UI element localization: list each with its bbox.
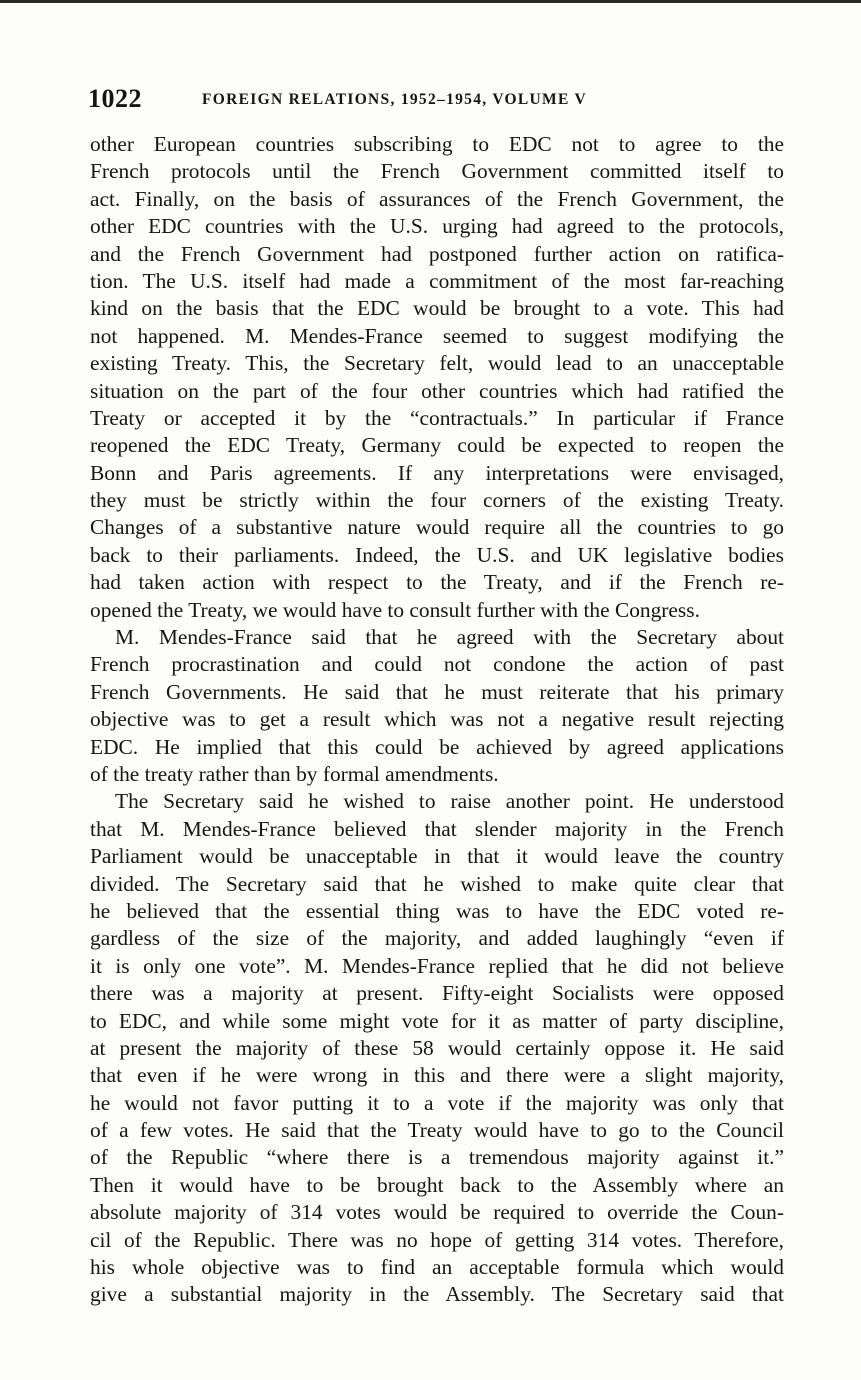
text-line: had taken action with respect to the Treaty, and if the French re- bbox=[90, 570, 784, 595]
text-line: of a few votes. He said that the Treaty would have to go to the Council bbox=[90, 1118, 784, 1143]
text-line: divided. The Secretary said that he wished to make quite clear that bbox=[90, 871, 784, 896]
text-line: back to their parliaments. Indeed, the U.S. and UK legislative bodies bbox=[90, 542, 784, 567]
text-line: other EDC countries with the U.S. urging had agreed to the protocols, bbox=[90, 214, 784, 239]
text-line: he believed that the essential thing was to have the EDC voted re- bbox=[90, 898, 784, 923]
text-line: gardless of the size of the majority, and added laughingly “even if bbox=[90, 926, 784, 951]
text-line: Changes of a substantive nature would require all the countries to go bbox=[90, 515, 784, 540]
paragraph bbox=[90, 131, 784, 624]
text-line: they must be strictly within the four corners of the existing Treaty. bbox=[90, 488, 784, 513]
text-line: tion. The U.S. itself had made a commitment of the most far-reaching bbox=[90, 268, 784, 293]
text-line: it is only one vote”. M. Mendes-France replied that he did not believe bbox=[90, 953, 784, 978]
text-line: EDC. He implied that this could be achieved by agreed applications bbox=[90, 734, 784, 759]
text-line: of the treaty rather than by formal amendments. bbox=[90, 761, 499, 786]
page-number: 1022 bbox=[88, 84, 142, 113]
body-text bbox=[90, 131, 784, 1309]
text-line: act. Finally, on the basis of assurances of the French Government, the bbox=[90, 186, 784, 211]
text-line: give a substantial majority in the Assembly. The Secretary said that bbox=[90, 1282, 784, 1307]
text-line: cil of the Republic. There was no hope of getting 314 votes. Therefore, bbox=[90, 1227, 784, 1252]
text-line: objective was to get a result which was not a negative result rejecting bbox=[90, 707, 784, 732]
text-line: Parliament would be unacceptable in that it would leave the country bbox=[90, 844, 784, 869]
text-line: opened the Treaty, we would have to consult further with the Congress. bbox=[90, 597, 700, 622]
text-line: at present the majority of these 58 would certainly oppose it. He said bbox=[90, 1035, 784, 1060]
text-line: kind on the basis that the EDC would be brought to a vote. This had bbox=[90, 296, 784, 321]
text-line: Then it would have to be brought back to the Assembly where an bbox=[90, 1172, 784, 1197]
text-line: other European countries subscribing to EDC not to agree to the bbox=[90, 132, 784, 156]
text-line: there was a majority at present. Fifty-eight Socialists were opposed bbox=[90, 981, 784, 1006]
text-line: that even if he were wrong in this and there were a slight majority, bbox=[90, 1063, 784, 1088]
text-line: to EDC, and while some might vote for it as matter of party discipline, bbox=[90, 1008, 784, 1033]
text-line: his whole objective was to find an acceptable formula which would bbox=[90, 1255, 784, 1280]
running-title: FOREIGN RELATIONS, 1952–1954, VOLUME V bbox=[202, 91, 587, 108]
paragraph bbox=[90, 788, 784, 1308]
text-line: he would not favor putting it to a vote if the majority was only that bbox=[90, 1090, 784, 1115]
running-head bbox=[86, 84, 786, 116]
text-line: The Secretary said he wished to raise another point. He understood bbox=[115, 789, 784, 814]
text-line: and the French Government had postponed further action on ratifica- bbox=[90, 241, 784, 266]
paragraph bbox=[90, 624, 784, 788]
text-line: M. Mendes-France said that he agreed with the Secretary about bbox=[115, 625, 784, 650]
text-line: not happened. M. Mendes-France seemed to suggest modifying the bbox=[90, 323, 784, 348]
text-line: absolute majority of 314 votes would be required to override the Coun- bbox=[90, 1200, 784, 1225]
text-line: existing Treaty. This, the Secretary felt, would lead to an unacceptable bbox=[90, 351, 784, 376]
text-line: situation on the part of the four other countries which had ratified the bbox=[90, 378, 784, 403]
text-line: that M. Mendes-France believed that slender majority in the French bbox=[90, 816, 784, 841]
text-line: French Governments. He said that he must reiterate that his primary bbox=[90, 679, 784, 704]
text-line: of the Republic “where there is a tremendous majority against it.” bbox=[90, 1145, 784, 1170]
text-line: reopened the EDC Treaty, Germany could be expected to reopen the bbox=[90, 433, 784, 458]
text-line: Treaty or accepted it by the “contractuals.” In particular if France bbox=[90, 405, 784, 430]
text-line: French protocols until the French Government committed itself to bbox=[90, 159, 784, 184]
text-line: Bonn and Paris agreements. If any interpretations were envisaged, bbox=[90, 460, 784, 485]
text-line: French procrastination and could not condone the action of past bbox=[90, 652, 784, 677]
scan-top-edge bbox=[0, 0, 861, 3]
